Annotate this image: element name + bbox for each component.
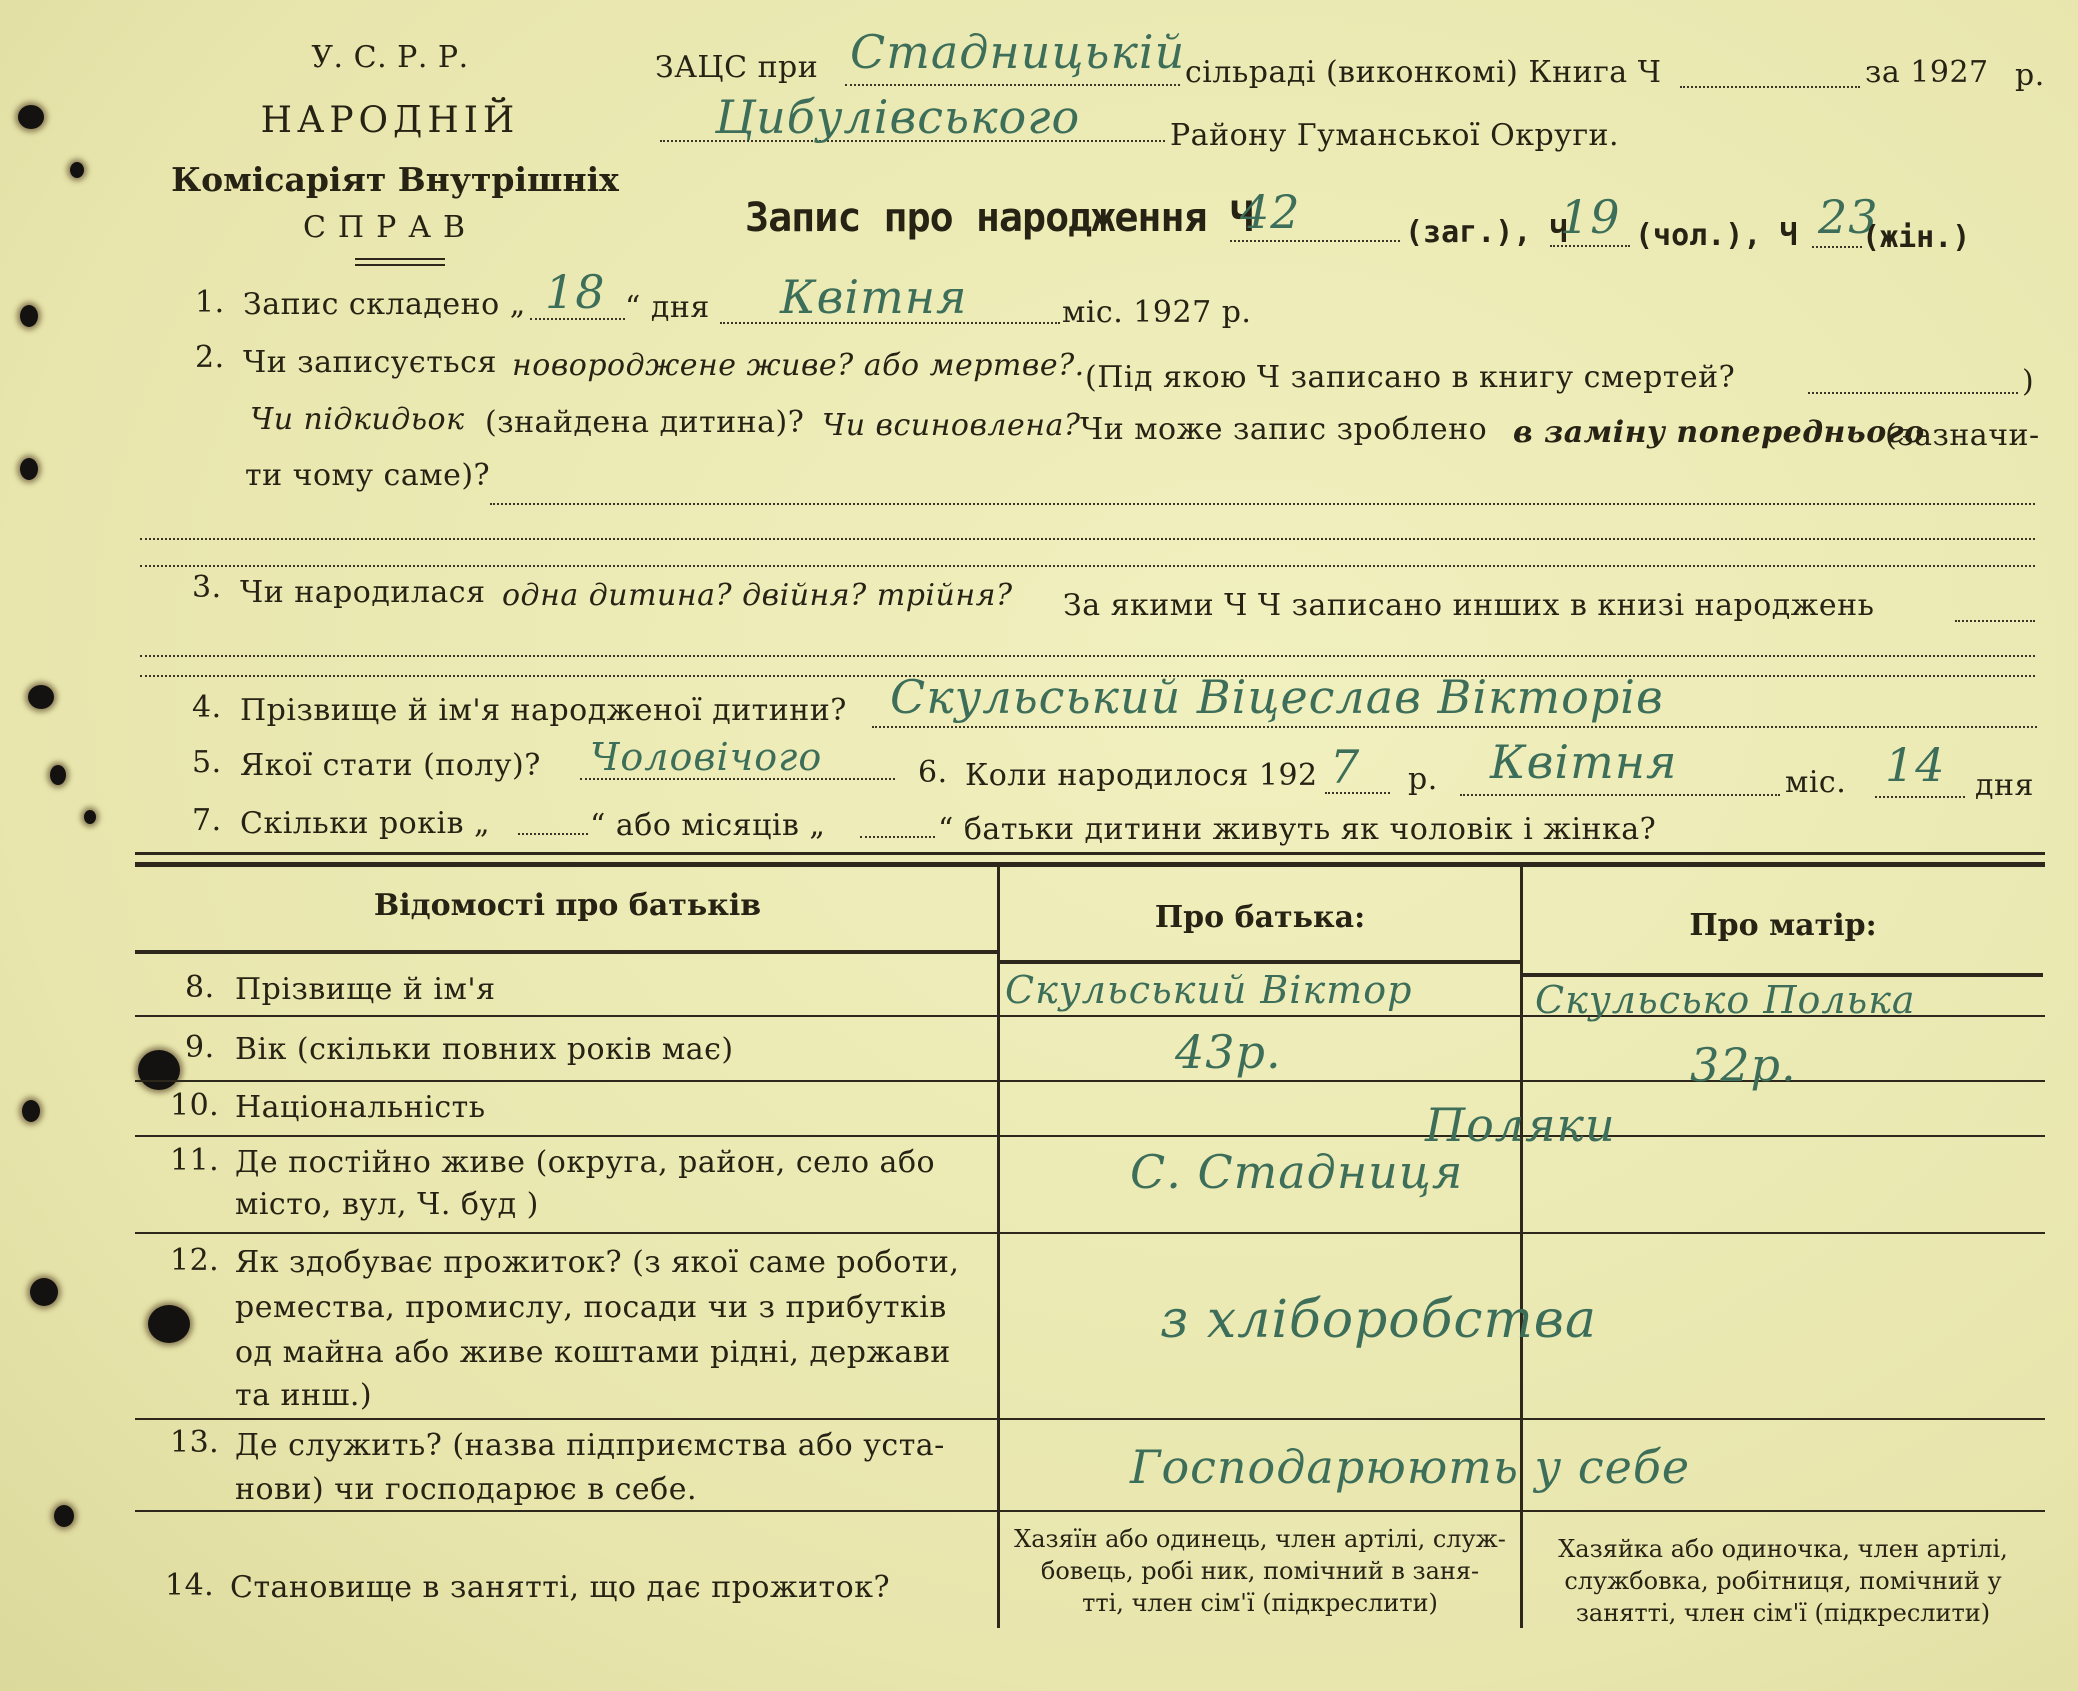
q3-b: одна дитина? двійня? трійня? (502, 578, 1013, 613)
record-total: 42 (1240, 185, 1301, 239)
row12-label-3: од майна або живе коштами рідні, держави (235, 1335, 951, 1370)
punch-hole (84, 810, 96, 824)
header-ussr: У. С. Р. Р. (311, 40, 469, 75)
employment: Господарюють у себе (1130, 1440, 1691, 1494)
father-age: 43р. (1175, 1025, 1282, 1079)
punch-hole (148, 1305, 190, 1343)
row14-label: Становище в занятті, що дає прожиток? (230, 1570, 891, 1605)
father-status-1: Хазяїн або одинець, член артілі, служ- (1014, 1525, 1506, 1553)
col-header-parents: Відомості про батьків (373, 888, 762, 923)
punch-hole (30, 1278, 58, 1306)
q4-child-name: Скульський Віцеслав Вікторів (890, 670, 1664, 724)
row10-label: Національність (235, 1090, 486, 1125)
q1-num: 1. (195, 285, 225, 320)
q2-line2-b: (знайдена дитина)? (485, 405, 805, 440)
q2-num: 2. (195, 340, 225, 375)
header-affairs: СПРАВ (302, 210, 478, 245)
q3-a: Чи народилася (240, 575, 486, 610)
q2-line2-a: Чи підкидьок (250, 402, 465, 437)
record-male-label: (чол.), Ч (1635, 218, 1798, 253)
mother-status-1: Хазяйка або одиночка, член артілі, (1558, 1535, 2008, 1563)
row9-num: 9. (185, 1030, 215, 1065)
row10-num: 10. (170, 1088, 220, 1123)
punch-hole (50, 765, 66, 785)
row8-label: Прізвище й ім'я (235, 972, 496, 1007)
year-suffix: р. (2015, 58, 2045, 93)
q2-line2-d: Чи може запис зроблено (1080, 412, 1488, 447)
q1-tail: міс. 1927 р. (1062, 295, 1252, 330)
row12-label-4: та инш.) (235, 1378, 373, 1413)
punch-hole (18, 105, 44, 129)
q1-label: Запис складено „ (243, 287, 526, 322)
father-status-3: тті, член сім'ї (підкреслити) (1082, 1589, 1438, 1617)
q2-line1-c: (Під якою Ч записано в книгу смертей? (1085, 360, 1736, 395)
q4-label: Прізвище й ім'я народженої дитини? (240, 693, 847, 728)
q6-dnya: дня (1975, 768, 2034, 803)
q2-line2-e: в заміну попереднього (1513, 415, 1925, 450)
father-status-2: бовець, робі ник, помічний в заня- (1040, 1557, 1480, 1585)
record-female-label: (жін.) (1862, 220, 1971, 255)
punch-hole (22, 1100, 40, 1122)
row13-label-2: нови) чи господарює в себе. (235, 1472, 698, 1507)
q3-num: 3. (192, 570, 222, 605)
q6-year: 7 (1330, 740, 1361, 794)
q6-month: Квітня (1490, 735, 1678, 789)
col-header-mother: Про матір: (1689, 908, 1877, 943)
father-name: Скульський Віктор (1005, 968, 1413, 1012)
q1-month: Квітня (780, 270, 968, 324)
mother-name: Скульсько Полька (1535, 978, 1916, 1022)
q6-day: 14 (1885, 738, 1946, 792)
q7-label: Скільки років „ (240, 806, 491, 841)
q5-label: Якої стати (полу)? (240, 748, 541, 783)
q2-line2-f: (зазначи- (1885, 418, 2040, 453)
q7-mid: “ або місяців „ (590, 808, 826, 843)
q6-label: Коли народилося 192 (965, 758, 1318, 793)
q1-mid: “ дня (625, 290, 710, 325)
record-total-label: (заг.), Ч (1405, 215, 1568, 250)
punch-hole (20, 458, 38, 480)
mother-age: 32р. (1690, 1038, 1797, 1092)
nationality: Поляки (1425, 1098, 1616, 1152)
header-commissariat: Комісаріят Внутрішніх (171, 160, 619, 199)
q2-line1-b: новороджене живе? або мертве?. (512, 348, 1085, 383)
row8-num: 8. (185, 970, 215, 1005)
punch-hole (20, 305, 38, 327)
q4-num: 4. (192, 690, 222, 725)
q6-num: 6. (918, 755, 948, 790)
q2-line1-d: ) (2022, 364, 2035, 399)
income-source: з хліборобства (1160, 1290, 1598, 1350)
row11-label-2: місто, вул, Ч. буд ) (235, 1187, 539, 1222)
row12-label-2: ремества, промислу, посади чи з прибутків (235, 1290, 947, 1325)
q7-num: 7. (192, 803, 222, 838)
q2-line1-a: Чи записується (243, 345, 497, 380)
punch-hole (138, 1050, 180, 1090)
mother-status-3: занятті, член сім'ї (підкреслити) (1575, 1599, 1991, 1627)
record-title: Запис про народження Ч (745, 195, 1253, 241)
year-label: за 1927 (1865, 55, 1989, 90)
residence: С. Стадниця (1130, 1145, 1464, 1199)
q2-line2-c: Чи всиновлена? (822, 408, 1081, 443)
q1-day: 18 (545, 265, 606, 319)
punch-hole (54, 1505, 74, 1527)
row9-label: Вік (скільки повних років має) (235, 1032, 734, 1067)
row12-label: Як здобуває прожиток? (з якої саме роботи, (235, 1245, 960, 1280)
q6-r: р. (1408, 762, 1438, 797)
q5-num: 5. (192, 745, 222, 780)
q6-mis: міс. (1785, 765, 1847, 800)
zags-label: ЗАЦС при (655, 50, 819, 85)
punch-hole (28, 685, 54, 709)
record-female: 23 (1818, 190, 1879, 244)
header-people: НАРОДНІЙ (260, 100, 520, 141)
mother-status-2: службовка, робітниця, помічний у (1564, 1567, 2002, 1595)
q5-sex: Чоловічого (590, 735, 823, 779)
q2-line3: ти чому саме)? (245, 458, 491, 493)
col-header-father: Про батька: (1154, 900, 1366, 935)
selrada-label: сільраді (виконкомі) Книга Ч (1185, 55, 1662, 90)
record-male: 19 (1560, 190, 1621, 244)
punch-hole (70, 162, 84, 178)
row13-num: 13. (170, 1425, 220, 1460)
row12-num: 12. (170, 1243, 220, 1278)
row11-num: 11. (170, 1143, 220, 1178)
rayon-handwritten: Цибулівського (715, 90, 1081, 144)
q7-tail: “ батьки дитини живуть як чоловік і жінка? (938, 812, 1657, 847)
selrada-handwritten: Стадницькій (850, 25, 1186, 79)
row13-label: Де служить? (назва підприємства або уста- (235, 1428, 945, 1463)
q3-c: За якими Ч Ч записано инших в книзі народжень (1063, 588, 1875, 623)
rayon-label: Району Гуманської Округи. (1170, 118, 1620, 153)
row14-num: 14. (165, 1568, 215, 1603)
row11-label: Де постійно живе (округа, район, село або (235, 1145, 936, 1180)
